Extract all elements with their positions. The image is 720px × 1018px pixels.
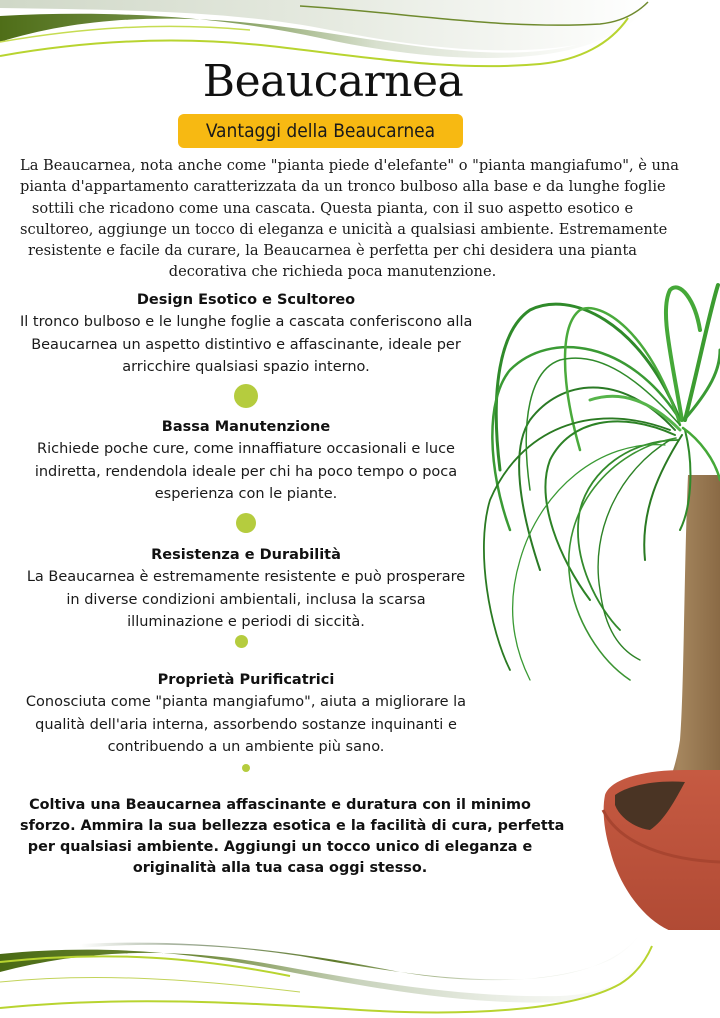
- section-heading: Bassa Manutenzione: [161, 419, 331, 435]
- separator-dot-icon: [234, 384, 258, 408]
- section-heading: Design Esotico e Scultoreo: [136, 292, 356, 308]
- section-line: in diverse condizioni ambientali, inclusa la scarsa: [66, 591, 426, 608]
- benefit-section-durability: [20, 544, 472, 634]
- section-line: Beaucarnea un aspetto distintivo e affascinante, ideale per: [31, 336, 461, 353]
- intro-paragraph: [20, 155, 679, 283]
- intro-line: La Beaucarnea, nota anche come "pianta piede d'elefante" o "pianta mangiafumo", è una: [20, 157, 679, 174]
- intro-line: scultoreo, aggiunge un tocco di eleganza e unicità a qualsiasi ambiente. Estremamente: [20, 220, 668, 238]
- intro-line: sottili che ricadono come una cascata. Questa pianta, con il suo aspetto esotico e: [31, 199, 634, 217]
- section-line: La Beaucarnea è estremamente resistente e può prosperare: [26, 569, 466, 585]
- outro-line: originalità alla tua casa oggi stesso.: [132, 860, 428, 876]
- intro-line: resistente e facile da curare, la Beaucarnea è perfetta per chi desidera una pianta: [27, 242, 638, 260]
- section-line: arricchire qualsiasi spazio interno.: [122, 359, 370, 375]
- intro-line: decorativa che richieda poca manutenzione.: [168, 263, 497, 281]
- section-body: [20, 311, 472, 379]
- outro-line: sforzo. Ammira la sua bellezza esotica e la facilità di cura, perfetta: [20, 818, 565, 834]
- section-line: indiretta, rendendola ideale per chi ha poco tempo o poca: [34, 463, 458, 480]
- section-heading: Proprietà Purificatrici: [157, 672, 335, 688]
- intro-line: pianta d'appartamento caratterizzata da un tronco bulboso alla base e da lunghe foglie: [20, 178, 666, 196]
- section-line: Il tronco bulboso e le lunghe foglie a cascata conferiscono alla: [20, 314, 473, 330]
- section-line: Richiede poche cure, come innaffiature occasionali e luce: [37, 441, 455, 457]
- separator-dot-icon: [236, 513, 256, 533]
- subtitle-badge: Vantaggi della Beaucarnea: [178, 114, 463, 148]
- section-body: [20, 566, 472, 634]
- separator-dot-icon: [242, 764, 250, 772]
- page-title: Beaucarnea: [202, 56, 464, 107]
- section-line: qualità dell'aria interna, assorbendo sostanze inquinanti e: [35, 716, 457, 733]
- section-line: Conosciuta come "pianta mangiafumo", aiuta a migliorare la: [25, 694, 467, 710]
- section-line: illuminazione e periodi di siccità.: [127, 614, 365, 630]
- separator-dot-icon: [235, 635, 248, 648]
- benefit-section-maintenance: [20, 416, 472, 506]
- beaucarnea-plant-image: [470, 270, 720, 930]
- benefit-section-design: [20, 289, 472, 379]
- section-line: esperienza con le piante.: [154, 486, 338, 502]
- section-heading: Resistenza e Durabilità: [151, 547, 341, 563]
- section-body: [20, 438, 472, 506]
- outro-line: per qualsiasi ambiente. Aggiungi un tocco unico di eleganza e: [27, 839, 533, 855]
- closing-paragraph: [20, 795, 565, 879]
- section-line: contribuendo a un ambiente più sano.: [107, 739, 385, 755]
- section-body: [20, 691, 472, 759]
- benefit-section-purifying: [20, 669, 472, 759]
- outro-line: Coltiva una Beaucarnea affascinante e duratura con il minimo: [29, 797, 531, 813]
